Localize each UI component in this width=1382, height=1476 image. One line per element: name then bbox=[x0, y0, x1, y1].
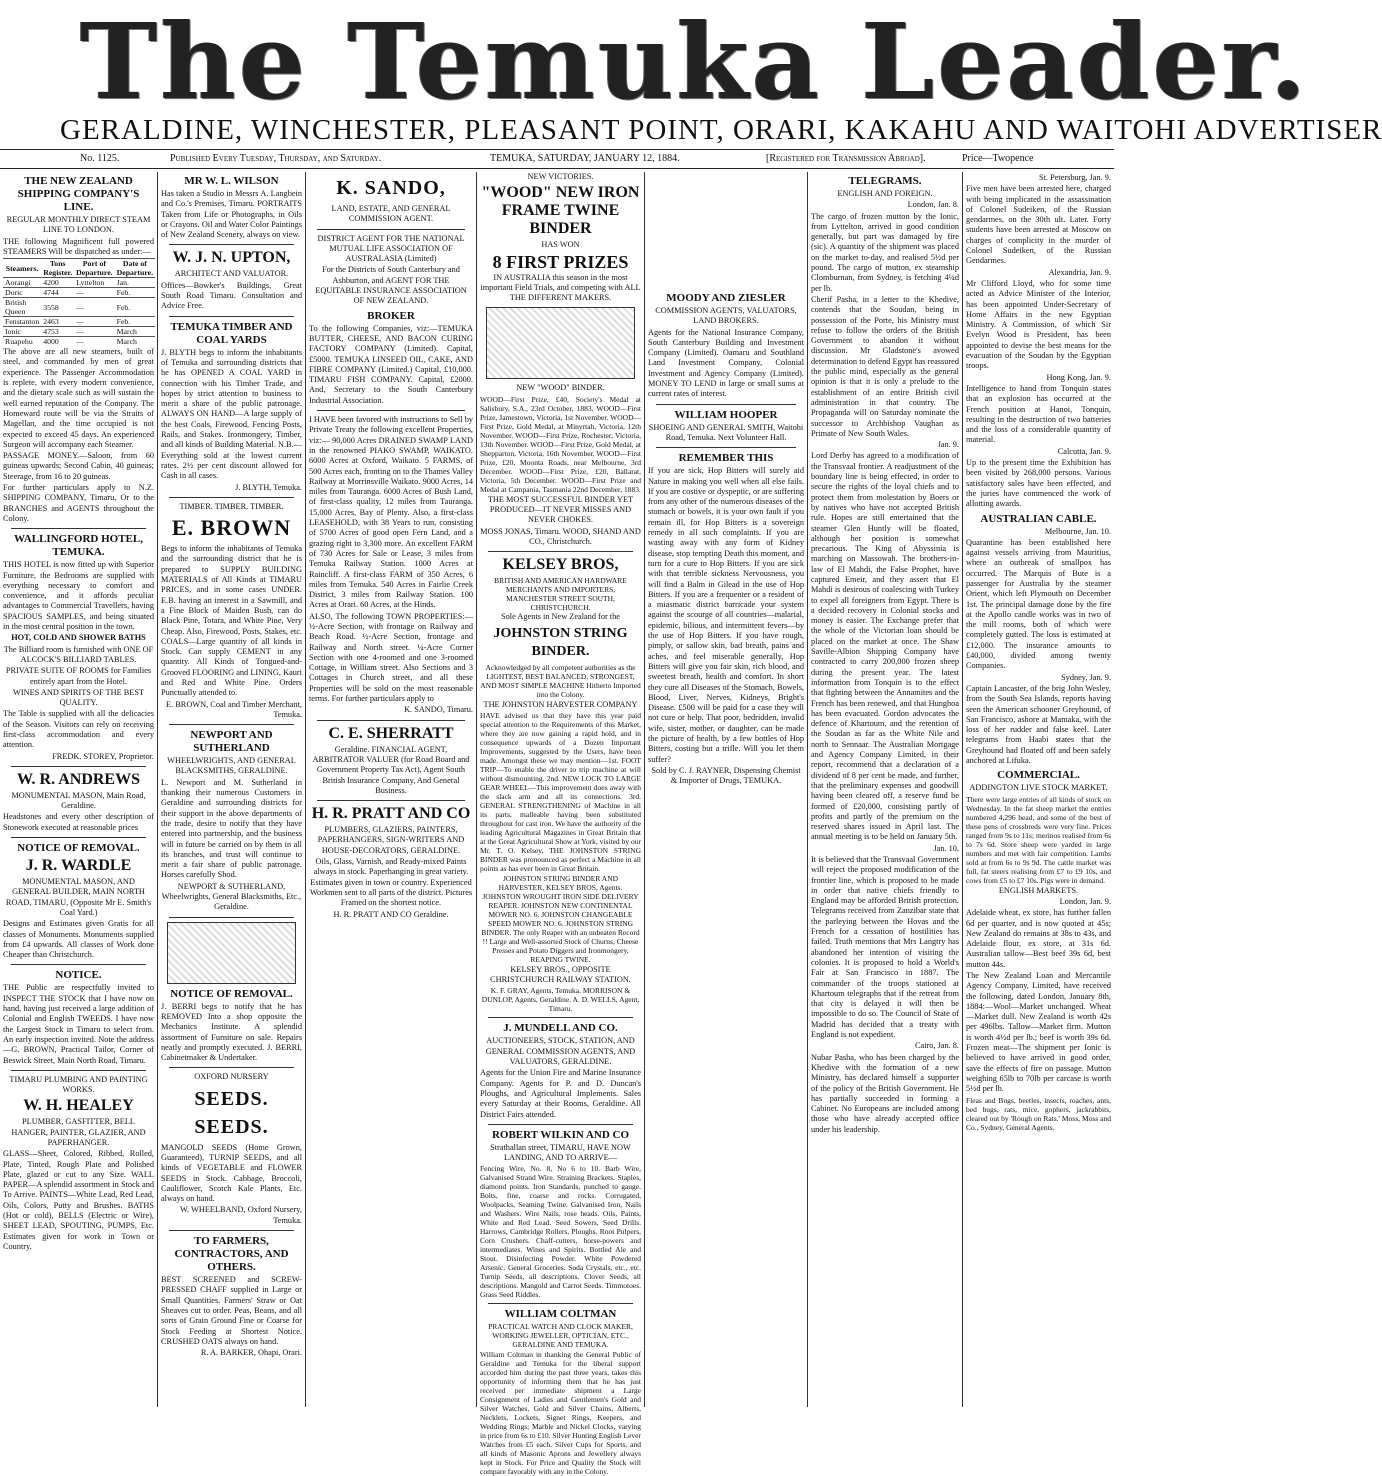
ad-signature: R. A. BARKER, Ohapi, Orari. bbox=[200, 1348, 302, 1358]
cell: British Queen bbox=[3, 298, 41, 317]
divider bbox=[317, 800, 465, 801]
ad-heading: WILLIAM COLTMAN bbox=[504, 1308, 617, 1321]
ad-heading: NOTICE OF REMOVAL. bbox=[170, 987, 293, 1000]
ad-subheading: MONUMENTAL MASON, Main Road, Geraldine. bbox=[11, 790, 146, 811]
sofa-illustration bbox=[167, 922, 296, 984]
dateline: Calcutta, Jan. 9. bbox=[1057, 446, 1111, 456]
cell: March bbox=[115, 327, 155, 337]
steamer-table bbox=[3, 258, 155, 346]
ad-heading: H. R. PRATT AND CO bbox=[311, 805, 471, 823]
ad-text: HAVE advised us that they have this year paid special attention to the Requirements of this Market, where they are now gaining a rapid hold, and in consequence upwards of a Dozen Important Improvements, suggested by the Users, have been made. Amongst these we may mention—1st. FOOT TRIP—To enable the driver to trip machine at will without dismounting. 2nd. NEW LOCK TO LARGE GEAR WHEEL—This improvement does away with the slack arm and all its connections. 3rd. GENERAL STRENGTHENING of Machine in all its parts, malleable having been substituted throughout for cast iron. We have the authority of the leading Agricultural Magazines in Great Britain that at the Great Agricultural Show at York, visited by our Mr. T. O. Kelsey, THE JOHNSTON STRING BINDER was pronounced as perfect a Machine in all points as has ever been in Great Britain. bbox=[480, 710, 641, 873]
section-heading: AUSTRALIAN CABLE. bbox=[980, 512, 1097, 525]
section-heading: TELEGRAMS. bbox=[848, 175, 922, 187]
ad-heading: ROBERT WILKIN AND CO bbox=[491, 1128, 630, 1141]
news-text: The cargo of frozen mutton by the Ionic, from Lyttelton, arrived in good condition generally, but part was damaged by fire (sic). A quantity of the shipment was placed on the market to-day, and realised 5½d per pound. The cargo of mutton, ex steamship Clomburnan, from Sydney, is fetching 4¼d per lb. bbox=[811, 211, 959, 293]
news-text: Cherif Pasha, in a letter to the Khedive, contends that the Soudan, being in possession of the Porte, his Ministry must refuse to follow the orders of the British Government to abandon it without discussion. Mr Gladstone's avowed determination to defend Egypt has reassured the public mind, especially as the general opinion is that it is only a prelude to the establishment of an entire British civil administration in that country. The Propaganda will on Saturday nominate the successor to Archbishop Vaughan as Primate of New South Wales. bbox=[811, 294, 959, 438]
divider bbox=[169, 1067, 294, 1068]
ad-heading: MR W. L. WILSON bbox=[184, 175, 279, 187]
ad-subheading: NEW "WOOD" BINDER. bbox=[516, 383, 605, 393]
table-row bbox=[3, 288, 155, 298]
table-header: Port of Departure. bbox=[76, 259, 113, 278]
ad-heading: 8 FIRST PRIZES bbox=[492, 251, 629, 272]
ad-text: The Billiard room is furnished with ONE OF ALCOCK'S BILLIARD TABLES. bbox=[3, 644, 154, 664]
ad-heading: BROKER bbox=[367, 309, 415, 322]
ad-text: If you are sick, Hop Bitters will surely aid Nature in making you well when all else fails. If you are costive or dyspeptic, or are suffering from any other of the numerous diseases of the stomach or bowels, it is your own fault if you remain ill, for Hop Bitters is a sovereign remedy in all such complaints. If you are wasting away with any form of Kidney disease, stop tempting Death this moment, and turn for a cure to Hop Bitters. If you are sick with that terrible sickness Nervousness, you will find a Balm in Gilead in the use of Hop Bitters. If you are a frequenter or a resident of a miasmatic district barricade your system against the scourge of all countries—malarial, epidemic, bilious, and intermittent fevers—by the use of Hop Bitters. If you have rough, pimply, or sallow skin, bad breath, pains and aches, and feel miserable generally, Hop Bitters will give you fair skin, rich blood, and sweetest breath, health and comfort. In short they cure all Diseases of the Stomach, Bowels, Blood, Liver, Nerves, Kidneys, Bright's Disease. £500 will be paid for a case they will not cure or help. That poor, bedridden, invalid wife, sister, mother, or daughter, can be made the picture of health, by a few bottles of Hop Bitters, costing but a trifle. Will you let them suffer? bbox=[648, 466, 804, 764]
section-subheading: ENGLISH MARKETS. bbox=[998, 885, 1079, 895]
ad-heading: E. BROWN bbox=[171, 515, 292, 541]
dateline: Hong Kong, Jan. 9. bbox=[1046, 372, 1111, 382]
ad-text: Acknowledged by all competent authorities as the LIGHTEST, BEST BALANCED, STRONGEST, AND MOST SIMPLE MACHINE Hitherto Imported into the Colony. bbox=[480, 662, 641, 699]
dateline: Melbourne, Jan. 10. bbox=[1044, 526, 1111, 536]
ad-text: For the Districts of South Canterbury and Ashburton, and AGENT FOR THE EQUITABLE INSURANCE ASSOCIATION OF NEW ZEALAND. bbox=[315, 265, 467, 306]
cell: Feb. bbox=[115, 298, 155, 317]
newspaper-title: The Temuka Leader. bbox=[80, 0, 1310, 123]
issue-date: TEMUKA, SATURDAY, JANUARY 12, 1884. bbox=[490, 153, 680, 164]
cell: — bbox=[74, 317, 114, 327]
dateline: Jan. 10. bbox=[933, 843, 959, 853]
table-header: Tons Register. bbox=[43, 259, 73, 278]
ad-subheading: WHEELWRIGHTS, AND GENERAL BLACKSMITHS, GERALDINE. bbox=[167, 756, 296, 776]
ad-text: Has taken a Studio in Messrs A. Langbein and Co.'s Premises, Timaru. PORTRAITS Taken from Life or Photographs, in Oils or Crayons. Oil and Water Color Paintings of New Zealand Scenery, always on view. bbox=[161, 189, 302, 240]
divider bbox=[11, 837, 146, 838]
news-text: Lord Derby has agreed to a modification of the Transvaal frontier. A readjustment of the boundary line is being effected, in order to secure the rights of the loyal chiefs and to protect them from molestation by Boers or by natives who have not accepted British rule. Hopes are still entertained that the steamer Glen Huntly will be floated, although her position is somewhat precarious. The King of Abyssinia is marching on Massowah. The brothers-in-law of El Mahdi, the False Prophet, have captured Emeir, and they assert that El Mahdi is desirous of coalescing with Turkey to expel all foreigners from Egypt. There is a decided recovery in Colonial stocks and money is easier. The Exchange prefer that the whole of the Victorian loan should be placed on the market at once. The Shaw Saville-Albion Shipping Company have contracted to carry 200,000 frozen sheep during the present year. The latest information from Tonquin is to the effect that fighting between the Annamites and the French has been renewed, and that Hunghoa has been evacuated. Gordon advocates the defence of Khartoum, and the retention of the Soudan as far as the White Nile and north to Sennaar. The Australian Mortgage and Agency Company Limited, in their report, recommend that a declaration of a dividend of 8 per cent be made, and further, that the preliminary expenses and goodwill having been cleared off, a reserve fund be formed of £20,000, consisting partly of profits and partly of the premium on the reserved shares issued in April last. The annual meeting is to be held on January 5th. bbox=[811, 451, 959, 842]
divider bbox=[11, 528, 146, 529]
ad-subheading: PLUMBERS, GLAZIERS, PAINTERS, PAPERHANGERS, SIGN-WRITERS AND HOUSE-DECORATORS, GERALDINE. bbox=[317, 825, 465, 855]
ad-signature: NEWPORT & SUTHERLAND, Wheelwrights, General Blacksmiths, Etc., Geraldine. bbox=[161, 881, 302, 912]
divider bbox=[11, 766, 146, 767]
ad-text: Agents for the Union Fire and Marine Insurance Company. Agents for P. and D. Duncan's Ploughs, and Agricultural Implements. Sales every Saturday at their Rooms, Geraldine. All District Fairs attended. bbox=[480, 1068, 641, 1119]
ad-heading: WILLIAM HOOPER bbox=[674, 408, 778, 421]
news-text: Mr Clifford Lloyd, who for some time acted as Advice Minister of the Interior, has been appointed Under-Secretary of Home Affairs in the new Egyptian Ministry. A Commission, of which Sir Evelyn Wood is President, has been appointed to devise the best means for the evacuation of the Soudan by the Egyptian troops. bbox=[966, 278, 1111, 371]
cell: 4744 bbox=[41, 288, 74, 298]
cell: Lyttelton bbox=[74, 278, 114, 288]
cell: — bbox=[74, 288, 114, 298]
cell: Fenstanton bbox=[5, 317, 40, 327]
cell: 4000 bbox=[41, 337, 74, 347]
ad-signature: KELSEY BROS., OPPOSITE CHRISTCHURCH RAILWAY STATION. bbox=[490, 964, 631, 985]
ad-text: William Coltman in thanking the General Public of Geraldine and Temuka for the liberal support accorded him during the past three years, takes this opportunity of informing them that he has just received per immediate shipment a Large Consignment of Ladies and Gentlemen's Gold and Silver Watches, Gold and Silver Chains, Alberts, Necklets, Lockets, Signet Rings, Keepers, and Wedding Rings; Marble and Nickel Clocks, varying in price from 6s to £10. Silver Hunting English Lever Watches from £5 each. Silver Cups for Sports, and all kinds of Masonic Aprons and Jewellery always kept in Stock. For Price and Quality the Stock will compare favorably with any in the Colony. bbox=[480, 1350, 641, 1476]
ad-heading: WALLINGFORD HOTEL, TEMUKA. bbox=[14, 533, 143, 559]
divider bbox=[169, 497, 294, 498]
ad-heading: SEEDS. SEEDS. bbox=[194, 1087, 269, 1138]
cell: Feb. bbox=[115, 288, 155, 298]
ad-subheading: AUCTIONEERS, STOCK, STATION, AND GENERAL COMMISSION AGENTS, AND VALUATORS, GERALDINE. bbox=[485, 1036, 636, 1067]
ad-text: J. BLYTH begs to inform the inhabitants of Temuka and surrounding districts that he has OPENED A COAL YARD in connection with his Timber Trade, and hopes by strict attention to business to merit a share of the public patronage. ALWAYS ON HAND—A large supply of the best Coals, Firewood, Fencing Posts, Rails, and Stakes. Ironmongery, Timber, and all kinds of Building Material. N.B.—Everything sold at the lowest current rates. 2½ per cent discount allowed for Cash in all cases. bbox=[161, 347, 302, 481]
ad-signature: E. BROWN, Coal and Timber Merchant, Temuka. bbox=[166, 699, 302, 719]
divider bbox=[317, 410, 465, 411]
ad-text: Offices—Bowker's Buildings, Great South Road Timaru. Consultation and Advice Free. bbox=[161, 280, 302, 311]
ad-text: WOOD—First Prize, £40, Society's Medal at Salisbury, S.A., 23rd October, 1883. WOOD—First Prize, Jamestown, Victoria, 1st November. WOOD—First Prize, Gold Medal, at Minyrtah, Victoria, 12th November. WOOD—First Prize, Rochester, Victoria, 13th November. WOOD—First Prize, Gold Medal, at Shepparton, Victoria, 16th November. WOOD—First Prize, £20, Moonta Roads, near Melbourne, 3rd December. WOOD—First Prize, £20, Ballarat, Victoria, 5th December. WOOD—First Prize and Medal at Campania, Tasmania 22nd December, 1883. bbox=[480, 394, 641, 494]
ad-heading: C. E. SHERRATT bbox=[328, 724, 454, 742]
ad-text: WINES AND SPIRITS OF THE BEST QUALITY. bbox=[13, 687, 144, 708]
ad-signature: Sold by C. J. RAYNER, Dispensing Chemist & Importer of Drugs, TEMUKA. bbox=[651, 765, 801, 786]
news-text: Adelaide wheat, ex store, has further fallen 6d per quarter, and is now quoted at 45s; New Zealand do remains at 38s to 43s, and Adelaide flour, ex store, at 31s 6d. Australian tallow—Best beef 39s 6d, best mutton 44s. bbox=[966, 908, 1111, 969]
cell: Ruapehu bbox=[3, 337, 41, 347]
column-3 bbox=[306, 172, 476, 1412]
column-1 bbox=[0, 172, 157, 1412]
cell: 2463 bbox=[41, 317, 74, 327]
dateline: Cairo, Jan. 8. bbox=[914, 1041, 959, 1051]
divider bbox=[169, 724, 294, 725]
dateline: Sydney, Jan. 9. bbox=[1061, 672, 1111, 682]
ad-signature: J. BLYTH, Temuka. bbox=[235, 482, 302, 492]
ad-heading: W. R. ANDREWS bbox=[17, 770, 140, 788]
ad-heading: NOTICE. bbox=[55, 969, 102, 982]
cell: — bbox=[74, 337, 114, 347]
ad-subheading: PLUMBER, GASFITTER, BELL HANGER, PAINTER, GLAZIER, AND PAPERHANGER. bbox=[11, 1117, 146, 1147]
ad-heading: THE NEW ZEALAND SHIPPING COMPANY'S LINE. bbox=[17, 175, 140, 213]
news-text: The New Zealand Loan and Mercantile Agency Company, Limited, have received the following, dated London, January 8th, 1884:—Wool—Market unchanged. Wheat—Market dull. New Zealand is worth 42s per 496lbs. Tallow—Market firm. Mutton is worth 4½d per lb.; beef is worth 39s 6d. Frozen meat—The shipment per Ionic is believed to have arrived in good order, save the effects of fire on passage. Mutton weighing 65lb to 70lb per carcase is worth 5½d per lb. bbox=[966, 971, 1111, 1094]
ad-subheading: TIMBER. TIMBER. TIMBER. bbox=[179, 501, 284, 511]
news-text: Up to the present time the Exhibition has been visited by 268,000 persons. Various satisfactory sales have been effected, and the juries have commenced the work of allotting awards. bbox=[966, 458, 1111, 509]
ad-text: I HAVE been favored with instructions to Sell by Private Treaty the following excellent Properties, viz:— 90,000 Acres DRAINED SWAMP LAND in the renowned PIAKO SWAMP, WAIKATO. 6000 Acres at Oxford, Waikato. 5 FARMS, of 500 Acres each, fronting on to the Thames Valley Railway at Morrinsville Waikato. 9000 Acres, 14 miles from Tauranga. 6000 Acres of Bush Land, of first-class quality, 12 miles from Tauranga. 15,000 Acres, Bay of Plenty. Also, a first-class LEASEHOLD, with 38 Years to run, consisting of 5700 Acres of good open Fern Land, and a grazing right to 3,300 more. An excellent FARM of 730 Acres for Sale or Lease, 3 miles from Temuka Railway Station. 1000 Acres at Raincliff. A first-class FARM of 350 Acres, 6 miles from Temuka. 540 Acres in Fairlie Creek District, 3 miles from Railway Station. 100 Acres at Orari. 60 Acres, at the Hinds. bbox=[309, 415, 473, 610]
ad-subheading: LAND, ESTATE, AND GENERAL COMMISSION AGENT. bbox=[331, 204, 451, 224]
ad-text: Begs to inform the inhabitants of Temuka and the surrounding district that he is prepared to SUPPLY BUILDING MATERIALS of All Kinds at TIMARU PRICES, and in some cases UNDER. E.B. having an interest in a Sawmill, and a Fine Block of Maiden Bush, can do Black Pine, Totara, and White Pine, Very Cheap. Also, Firewood, Posts, Stakes, etc. COALS—Large quantity of all kinds in Stock. Can supply CEMENT in any quantity. All Kinds of Tongued-and-Grooved FLOORING and LINING, Kauri and Red and White Pine. Orders Punctually attended to. bbox=[161, 544, 302, 698]
ad-text: Fencing Wire, No. 8, No 6 to 10. Barb Wire, Galvanised Strand Wire. Straining Brackets. Staples, diamond points. Iron Standards, punched to gauge. Bolts, fine, coarse and rocks. Corrugated, Woolpacks, Seaming Twine. Galvanised Iron, Nails and Washers. Wire Nails, rose heads. Oils, Paints, White and Red Lead. Seed Sowers, Seed Drills. Harrows, Cambridge Rollers, Ploughs. Root Pulpers, Corn Crushers. Chaff-cutters, horse-powers and intermediates. Wines and Spirits. Bottled Ale and Stout. Disinfecting Powder. White Powdered Arsenic. General Groceries. Soda Crystals, etc., etc. Turnip Seeds, all descriptions. Clover Seeds, all descriptions. Mangold and Carrot Seeds. Timmotoes. Grass Seed Riddles. bbox=[480, 1164, 641, 1300]
divider bbox=[169, 1230, 294, 1231]
ad-heading: W. H. HEALEY bbox=[23, 1097, 134, 1115]
column-2 bbox=[158, 172, 305, 1412]
ad-text: Oils, Glass, Varnish, and Ready-mixed Paints always in stock. Paperhanging in great variety. Estimates given in town or country. Experienced Workmen sent to all parts of the district. Pictures Framed on the shortest notice. bbox=[309, 857, 473, 908]
section-subheading: ENGLISH AND FOREIGN. bbox=[837, 189, 933, 198]
ad-text: ALSO, The following TOWN PROPERTIES:— ½-Acre Section, with frontage on Railway and Beach Road. ½-Acre Section, frontage and Railway and North street. ¼-Acre Corner Section with one 4-roomed and one 3-roomed Cottage, in William street. Also Sections and 3 Cottages in Church street, and all these Properties will be sold on the most reasonable terms. For further particulars apply to bbox=[309, 611, 473, 704]
table-row bbox=[3, 278, 155, 288]
binder-illustration bbox=[486, 307, 635, 379]
ad-heading: J. MUNDELL AND CO. bbox=[503, 1022, 618, 1035]
divider bbox=[488, 1017, 633, 1018]
ad-text: K. F. GRAY, Agents, Temuka. MORRISON & DUNLOP, Agents, Geraldine. A. D. WELLS, Agent, Timaru. bbox=[481, 986, 640, 1014]
news-text: Captain Lancaster, of the brig John Wesley, from the South Sea Islands, reports having seen the American schooner Greyhound, of San Francisco, ashore at Mamaka, with the loss of her rudder and false keel. Later telegrams from Haabi states that the Greyhound had floated off and been safely anchored at Lifuka. bbox=[966, 683, 1111, 766]
ad-heading: TO FARMERS, CONTRACTORS, AND OTHERS. bbox=[174, 1235, 289, 1274]
ad-text: THE Public are respectfully invited to INSPECT THE STOCK that I have now on hand, having just received a large addition of Colonial and English TWEEDS. I have now the Largest Stock in Timaru to select from. An early inspection invited. Note the address—G. BROWN, Practical Tailor, Corner of Beswick Street, Main North Road, Timaru. bbox=[3, 983, 154, 1065]
ad-signature: MOSS JONAS, Timaru. WOOD, SHAND AND CO., Christchurch. bbox=[480, 526, 641, 546]
table-header: Steamers. bbox=[3, 259, 41, 278]
ad-text: THIS HOTEL is now fitted up with Superior Furniture, the Bedrooms are supplied with everything necessary to comfort and convenience, and it affords peculiar advantages to Commercial Travellers, having SPACIOUS SAMPLES, and being situated in the most central position in the town. bbox=[3, 560, 154, 632]
ad-text: Agents for the National Insurance Company, South Canterbury Building and Investment Company (Limited). Oamaru and Southland Land Investment Company, Colonial Investment and Agency Company (Limited). MONEY TO LEND in large or small sums at current rates of interest. bbox=[648, 327, 804, 399]
dateline: St. Petersburg, Jan. 9. bbox=[1039, 173, 1111, 182]
ad-heading: K. SANDO, bbox=[336, 177, 446, 199]
ad-heading: KELSEY BROS, bbox=[502, 556, 619, 574]
ad-text: For further particulars apply to N.Z. SHIPPING COMPANY, Timaru, Or to the BRANCHES and AGENTS throughout the Colony. bbox=[3, 483, 154, 523]
cell: Feb. bbox=[115, 317, 155, 327]
divider bbox=[169, 316, 294, 317]
newspaper-subtitle: GERALDINE, WINCHESTER, PLEASANT POINT, ORARI, KAKAHU AND WAITOHI ADVERTISER bbox=[60, 114, 1382, 146]
news-text: Five men have been arrested here, charged with being implicated in the assassination of Colonel Sudeiken, of the Russian gendarmes, on the 30th ult. Later. Forty students have been arrested at Moscow on charges of complicity in the murder of Colonel Sudeiken, of the Russian Gendarmes. bbox=[966, 184, 1111, 266]
column-6 bbox=[808, 172, 962, 1412]
dateline-bar bbox=[0, 149, 1114, 169]
ad-signature: H. R. PRATT AND CO Geraldine. bbox=[333, 909, 449, 919]
news-text: Fleas and Bugs, beetles, insects, roaches, ants, bed bugs, rats, mice, gophers, jackrabbits, cleared out by 'Rough on Rats.' Moss, Moss and Co., Sydney, General Agents. bbox=[966, 1095, 1111, 1132]
column-4 bbox=[477, 172, 644, 1476]
ad-subheading: HOT, COLD AND SHOWER BATHS bbox=[11, 633, 146, 643]
ad-subheading: REGULAR MONTHLY DIRECT STEAM LINE TO LONDON. bbox=[6, 215, 151, 235]
ad-subheading: COMMISSION AGENTS, VALUATORS, LAND BROKERS. bbox=[655, 306, 797, 326]
ad-heading: W. J. N. UPTON, bbox=[172, 249, 291, 267]
divider bbox=[11, 964, 146, 965]
divider bbox=[11, 1070, 146, 1071]
ad-subheading: TIMARU PLUMBING AND PAINTING WORKS. bbox=[9, 1074, 148, 1095]
ad-text: The Table is supplied with all the delicacies of the Season. Visitors can rely on receiving first-class accommodation and every attention. bbox=[3, 709, 154, 750]
cell: March bbox=[115, 337, 155, 347]
divider bbox=[317, 720, 465, 721]
ad-text: JOHNSTON STRING BINDER AND HARVESTER, KELSEY BROS, Agents. JOHNSTON WROUGHT IRON SIDE DELIVERY REAPER. JOHNSTON NEW CONTINENTAL MOWER NO. 6. JOHNSTON CHANGEABLE SPEED MOWER NO. 6. JOHNSTON STRING BINDER. The only Reaper with an unbeaten Record !! Large and Well-assorted Stock of Churns, Cheese Presses and Potato Diggers and Ironmongery, REAPING TWINE. bbox=[481, 873, 640, 964]
news-text: Quarantine has been established here against vessels arriving from Mauritius, where an outbreak of smallpox has occurred. The Marquis of Bute is a passenger for Australia by the steamer Orient, which left Plymouth on December 1st. The principal damage done by the fire at the Apollo candle works was in two of the mill rooms, both of which were completely gutted. The loss is estimated at £12,000. The insurance amounts to £40,000, divided among twenty Companies. bbox=[966, 537, 1111, 671]
ad-subheading: DISTRICT AGENT FOR THE NATIONAL MUTUAL LIFE ASSOCIATION OF AUSTRALASIA (Limited) bbox=[317, 233, 465, 264]
ad-text: IN AUSTRALIA this season in the most important Field Trials, and competing with ALL THE DIFFERENT MAKERS. bbox=[480, 272, 641, 303]
ad-heading: MOODY AND ZIESLER bbox=[666, 292, 786, 304]
price: Price—Twopence bbox=[962, 153, 1034, 164]
ad-text: Headstones and every other description of Stonework executed at reasonable prices bbox=[3, 812, 154, 832]
ad-subheading: OXFORD NURSERY bbox=[194, 1072, 269, 1082]
divider bbox=[317, 229, 465, 230]
ad-text: L. Newport and M. Sutherland in thanking their numerous Customers in Geraldine and surrounding districts for their support in the above departments of the trade, desire to notify that they have entered into partnership, and the business will in future be carried on by them in all its branches, and trust will continue to merit a fair share of public patronage. Horses carefully Shod. bbox=[161, 777, 302, 880]
cell: Ionic bbox=[3, 327, 41, 337]
news-text: It is believed that the Transvaal Government will reject the proposed modification of the frontier line, which is proposed to be made in order that native chiefs friendly to England may be afforded British protection. Telegrams received from Zanzibar state that the parleying between the Hovas and the French for a cessation of hostilities has failed. Truth mentions that Mrs Langtry has abandoned her intention of visiting the colonies. It is proposed to hold a World's Fair at San Francisco in 1887. The commander of the troops stationed at Khartoum telegraphs that if the retreat from that city is delayed it will then be impossible to do so. The Council of State of Madrid has decided that a treaty with England is not expedient. bbox=[811, 855, 959, 1040]
ad-text: PASSAGE MONEY.—Saloon, from 60 guineas upwards; Second Cabin, 40 guineas; Steerage, from 16 to 20 guineas. bbox=[3, 451, 154, 481]
divider bbox=[169, 917, 294, 918]
ad-subheading: Sole Agents in New Zealand for the bbox=[501, 612, 620, 622]
ad-text: GLASS—Sheet, Colored, Ribbed, Rolled, Plate, Tinted, Rough Plate and Polished Plate, glazed or cut to any Size. WALL PAPER—A splendid assortment in Stock and To Arrive. PAINTS—White Lead, Red Lead, Oils, Colors, Putty and Brushes. BATHS (Hot or cold), BELLS (Electric or Wire), SHEET LEAD, SPOUTING, PUMPS, Etc. Estimates given for work in Town or Country. bbox=[3, 1149, 154, 1251]
ad-heading: JOHNSTON STRING BINDER. bbox=[493, 625, 628, 659]
registration-note: [Registered for Transmission Abroad]. bbox=[766, 153, 926, 164]
ad-text: THE MOST SUCCESSFUL BINDER YET PRODUCED—IT NEVER MISSES AND NEVER CHOKES. bbox=[487, 494, 634, 525]
cell: 3558 bbox=[41, 298, 74, 317]
ad-heading: "WOOD" NEW IRON FRAME TWINE BINDER bbox=[481, 184, 640, 238]
cell: Doric bbox=[3, 288, 41, 298]
table-row bbox=[3, 327, 155, 337]
table-row bbox=[3, 337, 155, 347]
ad-text: The above are all new steamers, built of steel, and commanded by men of great experience. The Passenger Accommodation is replete, with every modern convenience, and the dietary scale such as will sustain the well earned reputation of the Company. The Homeward route will be via the Straits of Magellan, and the time occupied is not expected to exceed 45 days. An experienced Surgeon will accompany each Steamer. bbox=[3, 347, 154, 449]
ad-subheading: MONUMENTAL MASON, AND GENERAL BUILDER, MAIN NORTH ROAD, TIMARU, (Opposite Mr E. Smith's Coal Yard.) bbox=[5, 877, 152, 917]
ad-subheading: BRITISH AND AMERICAN HARDWARE MERCHANTS AND IMPORTERS, MANCHESTER STREET SOUTH, CHRISTCHURCH. bbox=[494, 576, 627, 613]
ad-heading: TEMUKA TIMBER AND COAL YARDS bbox=[170, 320, 293, 346]
cell: 4753 bbox=[41, 327, 74, 337]
issue-number: No. 1125. bbox=[80, 153, 120, 164]
cell: Aorangi bbox=[3, 278, 41, 288]
dateline: Alexandria, Jan. 9. bbox=[1048, 267, 1111, 277]
ad-heading: REMEMBER THIS bbox=[678, 452, 774, 465]
cell: Jan. bbox=[115, 278, 155, 288]
divider bbox=[488, 551, 633, 552]
section-heading: COMMERCIAL. bbox=[997, 769, 1080, 782]
news-text: Nubar Pasha, who has been charged by the Khedive with the formation of a new Ministry, has declared himself a supporter of the policy of the British Government. He has partially succeeded in forming a Cabinet. No Europeans are included among those who have already accepted office under his leadership. bbox=[811, 1052, 959, 1134]
masthead bbox=[0, 0, 1382, 164]
cell: 4200 bbox=[41, 278, 74, 288]
ad-heading: J. R. WARDLE bbox=[25, 857, 132, 875]
divider bbox=[488, 1303, 633, 1304]
news-text: Intelligence to hand from Tonquin states that an explosion has occurred at the French position at Hanoi, Tonquin, resulting in the destruction of two batteries and the loss of a considerable quantity of material. bbox=[966, 383, 1111, 445]
dateline: Jan. 9. bbox=[937, 440, 959, 450]
ad-subheading: Strathallan street, TIMARU, HAVE NOW LANDING, AND TO ARRIVE— bbox=[490, 1142, 631, 1163]
ad-heading: NEWPORT AND SUTHERLAND bbox=[190, 729, 273, 755]
dateline: London, Jan. 9. bbox=[1059, 896, 1111, 906]
ad-subheading: PRACTICAL WATCH AND CLOCK MAKER, WORKING JEWELLER, OPTICIAN, ETC., GERALDINE AND TEMUKA. bbox=[488, 1322, 633, 1350]
ad-heading: NOTICE OF REMOVAL. bbox=[17, 842, 140, 855]
news-text: There were large entries of all kinds of stock on Wednesday. In the fat sheep market the entries numbered 4,296 head, and some of the best of these pens of crossbreds were very fine. Prices ranged from 9s to 11s; merinos realised from 6s to 7s 6d. Store sheep were yarded in large numbers and met with fair competition. Lambs sold at from 6s to 9s 9d. The cattle market was full, fat steers realising from £7 to £9 10s, and cows from £5 to £7 10s. Pigs were in demand. bbox=[966, 794, 1111, 885]
table-row bbox=[3, 298, 155, 317]
section-subheading: ADDINGTON LIVE STOCK MARKET. bbox=[969, 783, 1108, 793]
publication-days: Published Every Tuesday, Thursday, and Saturday. bbox=[170, 153, 382, 164]
cell: — bbox=[74, 298, 114, 317]
divider bbox=[656, 447, 796, 448]
ad-subheading: SHOEING AND GENERAL SMITH, Waitohi Road, Temuka. Next Volunteer Hall. bbox=[648, 422, 804, 442]
cell: — bbox=[74, 327, 114, 337]
ad-text: Geraldine. FINANCIAL AGENT, ARBITRATOR VALUER (for Road Board and Government Property Tax Act), Agent South British Insurance Company, And General Business. bbox=[312, 744, 470, 795]
column-5 bbox=[645, 172, 807, 1412]
ad-text: BEST SCREENED and SCREW-PRESSED CHAFF supplied in Large or Small Quantities. Farmers' Straw or Oat Sheaves cut to order. Peas, Beans, and all sorts of Grain Ground Fine or Coarse for Stock Feeding at Shortest Notice. CRUSHED OATS always on hand. bbox=[161, 1275, 302, 1346]
divider bbox=[656, 404, 796, 405]
ad-subheading: NEW VICTORIES. bbox=[527, 172, 594, 181]
ad-text: PRIVATE SUITE OF ROOMS for Families entirely apart from the Hotel. bbox=[5, 666, 152, 686]
ad-text: J. BERRI begs to notify that he has REMOVED Into a shop opposite the Mechanics Institute. A splendid assortment of Furniture on sale. Repairs neatly and promptly executed. J. BERRI, Cabinetmaker & Undertaker. bbox=[161, 1001, 302, 1063]
ad-subheading: THE JOHNSTON HARVESTER COMPANY bbox=[483, 699, 638, 709]
ad-subheading: ARCHITECT AND VALUATOR. bbox=[174, 269, 289, 279]
ad-signature: FREDK. STOREY, Proprietor. bbox=[52, 751, 154, 761]
ad-text: THE following Magnificent full powered STEAMERS Will be dispatched as under:— bbox=[3, 236, 154, 256]
table-row bbox=[3, 317, 155, 327]
ad-signature: K. SANDO, Timaru. bbox=[404, 705, 473, 715]
ad-text: MANGOLD SEEDS (Home Grown, Guaranteed), TURNIP SEEDS, and all kinds of VEGETABLE and FLOWER SEEDS in Stock. Cabbage, Broccoli, Cauliflower, Scotch Kale Plants, Etc. always on hand. bbox=[161, 1142, 302, 1204]
divider bbox=[488, 1124, 633, 1125]
ad-subheading: HAS WON bbox=[541, 240, 580, 250]
divider bbox=[169, 244, 294, 245]
table-header: Date of Departure. bbox=[116, 259, 154, 278]
ad-text: Designs and Estimates given Gratis for all classes of Monuments. Monuments supplied from £4 upwards. All classes of Work done Cheaper than Christchurch. bbox=[3, 919, 154, 960]
dateline: London, Jan. 8. bbox=[907, 200, 959, 210]
ad-text: To the following Companies, viz:—TEMUKA BUTTER, CHEESE, AND BACON CURING FACTORY COMPANY (Limited). Capital, £5000. TEMUKA LINSEED OIL, CAKE, AND FIBRE COMPANY (Limited.) Capital, £10,000. TIMARU FISH COMPANY. Capital, £2000. And, Secretary to the South Canterbury Industrial Association. bbox=[309, 323, 473, 405]
column-7 bbox=[963, 172, 1114, 1412]
ad-signature: W. WHEELBAND, Oxford Nursery, Temuka. bbox=[179, 1205, 302, 1225]
